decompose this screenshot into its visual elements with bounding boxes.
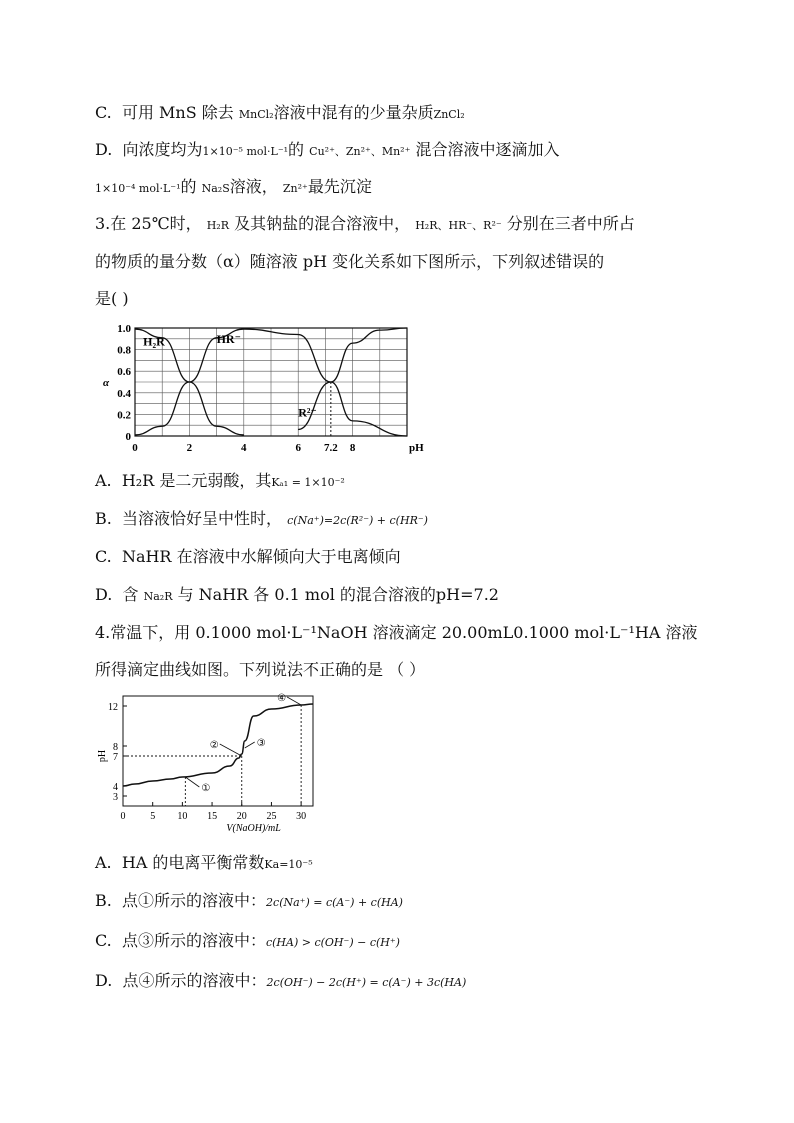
x-tick-label: 10 [177, 811, 188, 822]
formula: H₂R [206, 219, 230, 232]
q3-stem-line1 [95, 211, 635, 234]
y-axis-label: α [103, 377, 110, 389]
x-tick-label: 8 [349, 442, 356, 454]
q4-option-d [95, 968, 466, 991]
q4-option-c [95, 928, 400, 951]
option-text: 点④所示的溶液中： [122, 971, 267, 990]
x-tick-label: 15 [207, 811, 218, 822]
point-leader [185, 777, 199, 787]
x-tick-label: 20 [236, 811, 247, 822]
option-label: B. [95, 509, 112, 528]
series-label-hr: HR⁻ [216, 332, 241, 347]
y-tick-label: 3 [113, 792, 118, 803]
q3-stem-line2: 的物质的量分数（α）随溶液 pH 变化关系如下图所示，下列叙述错误的 [95, 252, 605, 271]
formula: 2c(OH⁻) − 2c(H⁺) = c(A⁻) + 3c(HA) [266, 976, 467, 989]
x-tick-label: 7.2 [323, 442, 338, 454]
option-text: 溶液中混有的少量杂质 [273, 103, 434, 122]
q4-stem-line2: 所得滴定曲线如图。下列说法不正确的是 （ ） [95, 660, 426, 679]
point-label: ① [201, 783, 211, 794]
formula: H₂R、HR⁻、R²⁻ [415, 219, 502, 232]
formula: ZnCl₂ [433, 108, 465, 121]
formula: 1×10⁻⁵ mol·L⁻¹ [202, 145, 289, 158]
point-leader [245, 742, 255, 748]
option-text: 点①所示的溶液中： [122, 891, 267, 910]
option-label: C. [95, 547, 112, 566]
option-label: A. [95, 471, 112, 490]
q3-option-c [95, 544, 401, 567]
option-text: NaHR 在溶液中水解倾向大于电离倾向 [121, 547, 401, 566]
q4-titration-chart [95, 688, 335, 834]
q3-distribution-chart [95, 318, 425, 458]
formula: Zn²⁺ [282, 182, 308, 195]
option-text: H₂R 是二元弱酸，其 [121, 471, 272, 490]
formula: Kₐ₁ = 1×10⁻² [271, 476, 345, 489]
stem-text: 分别在三者中所占 [506, 214, 635, 233]
formula: MnCl₂ [238, 108, 274, 121]
y-tick-label: 0.8 [117, 344, 131, 357]
y-tick-label: 0 [125, 431, 131, 443]
y-tick-label: 0.6 [117, 366, 131, 379]
x-tick-label: 0 [120, 811, 126, 822]
x-tick-label: 6 [295, 442, 301, 454]
option-text: 的 [180, 177, 197, 196]
y-tick-label: 12 [108, 702, 118, 713]
series-label-r: R²⁻ [298, 405, 317, 420]
formula: 1×10⁻⁴ mol·L⁻¹ [95, 182, 181, 195]
option-text: 的 [288, 140, 305, 159]
point-leader [220, 744, 242, 756]
formula: Na₂R [143, 590, 173, 603]
formula: Cu²⁺、Zn²⁺、Mn²⁺ [309, 145, 411, 158]
x-tick-label: 5 [150, 811, 156, 822]
option-text: 向浓度均为 [122, 140, 203, 159]
q3-stem-line3: 是( ) [95, 289, 129, 308]
q4-option-a [95, 850, 313, 873]
option-text: HA 的电离平衡常数 [121, 853, 265, 872]
option-text: 可用 MnS 除去 [121, 103, 234, 122]
point-leader [287, 697, 301, 705]
point-label: ② [209, 740, 219, 751]
formula: c(Na⁺)=2c(R²⁻) + c(HR⁻) [287, 514, 428, 527]
q4-stem-line1: 4.常温下，用 0.1000 mol·L⁻¹NaOH 溶液滴定 20.00mL0.1000 mol·L⁻¹HA 溶液 [95, 623, 698, 642]
x-tick-label: 30 [296, 811, 307, 822]
option-label: D. [95, 585, 113, 604]
formula: Na₂S [201, 182, 230, 195]
q3-option-a [95, 468, 345, 491]
x-axis-label: pH [409, 442, 424, 454]
q2-option-c [95, 100, 465, 123]
formula: 2c(Na⁺) = c(A⁻) + c(HA) [266, 896, 403, 909]
x-tick-label: 4 [241, 442, 247, 454]
option-text: 溶液， [229, 177, 278, 196]
option-label: D. [95, 971, 113, 990]
plot-frame [123, 696, 313, 806]
y-tick-label: 4 [113, 782, 118, 793]
option-text: 当溶液恰好呈中性时， [122, 509, 283, 528]
y-axis-label: pH [97, 749, 108, 763]
q3-option-d [95, 582, 499, 605]
point-label: ④ [277, 693, 287, 704]
y-tick-label: 1.0 [117, 323, 131, 335]
option-text: 混合溶液中逐滴加入 [415, 140, 560, 159]
option-text: 与 NaHR 各 0.1 mol 的混合溶液的pH=7.2 [177, 585, 499, 604]
q3-option-b [95, 506, 428, 529]
y-tick-label: 7 [113, 752, 118, 763]
q4-option-b [95, 888, 403, 911]
stem-text: 及其钠盐的混合溶液中， [234, 214, 411, 233]
x-axis-label: V(NaOH)/mL [226, 823, 281, 834]
option-text: 最先沉淀 [307, 177, 372, 196]
y-tick-label: 0.2 [117, 409, 131, 422]
option-text: 点③所示的溶液中： [121, 931, 266, 950]
q2-option-d [95, 137, 560, 160]
point-label: ③ [256, 738, 266, 749]
y-tick-label: 8 [113, 742, 118, 753]
option-label: C. [95, 931, 112, 950]
option-label: C. [95, 103, 112, 122]
x-tick-label: 25 [266, 811, 277, 822]
y-tick-label: 0.4 [117, 387, 131, 400]
x-tick-label: 0 [132, 442, 138, 454]
series-label-h2r: H₂R [143, 334, 165, 349]
option-label: A. [95, 853, 112, 872]
formula: Ka=10⁻⁵ [264, 858, 313, 871]
stem-text: 3.在 25℃时， [95, 214, 202, 233]
option-text: 含 [122, 585, 139, 604]
option-label: B. [95, 891, 112, 910]
formula: c(HA) > c(OH⁻) − c(H⁺) [265, 936, 400, 949]
option-label: D. [95, 140, 113, 159]
x-tick-label: 2 [186, 442, 193, 454]
q2-option-d-cont [95, 174, 372, 197]
